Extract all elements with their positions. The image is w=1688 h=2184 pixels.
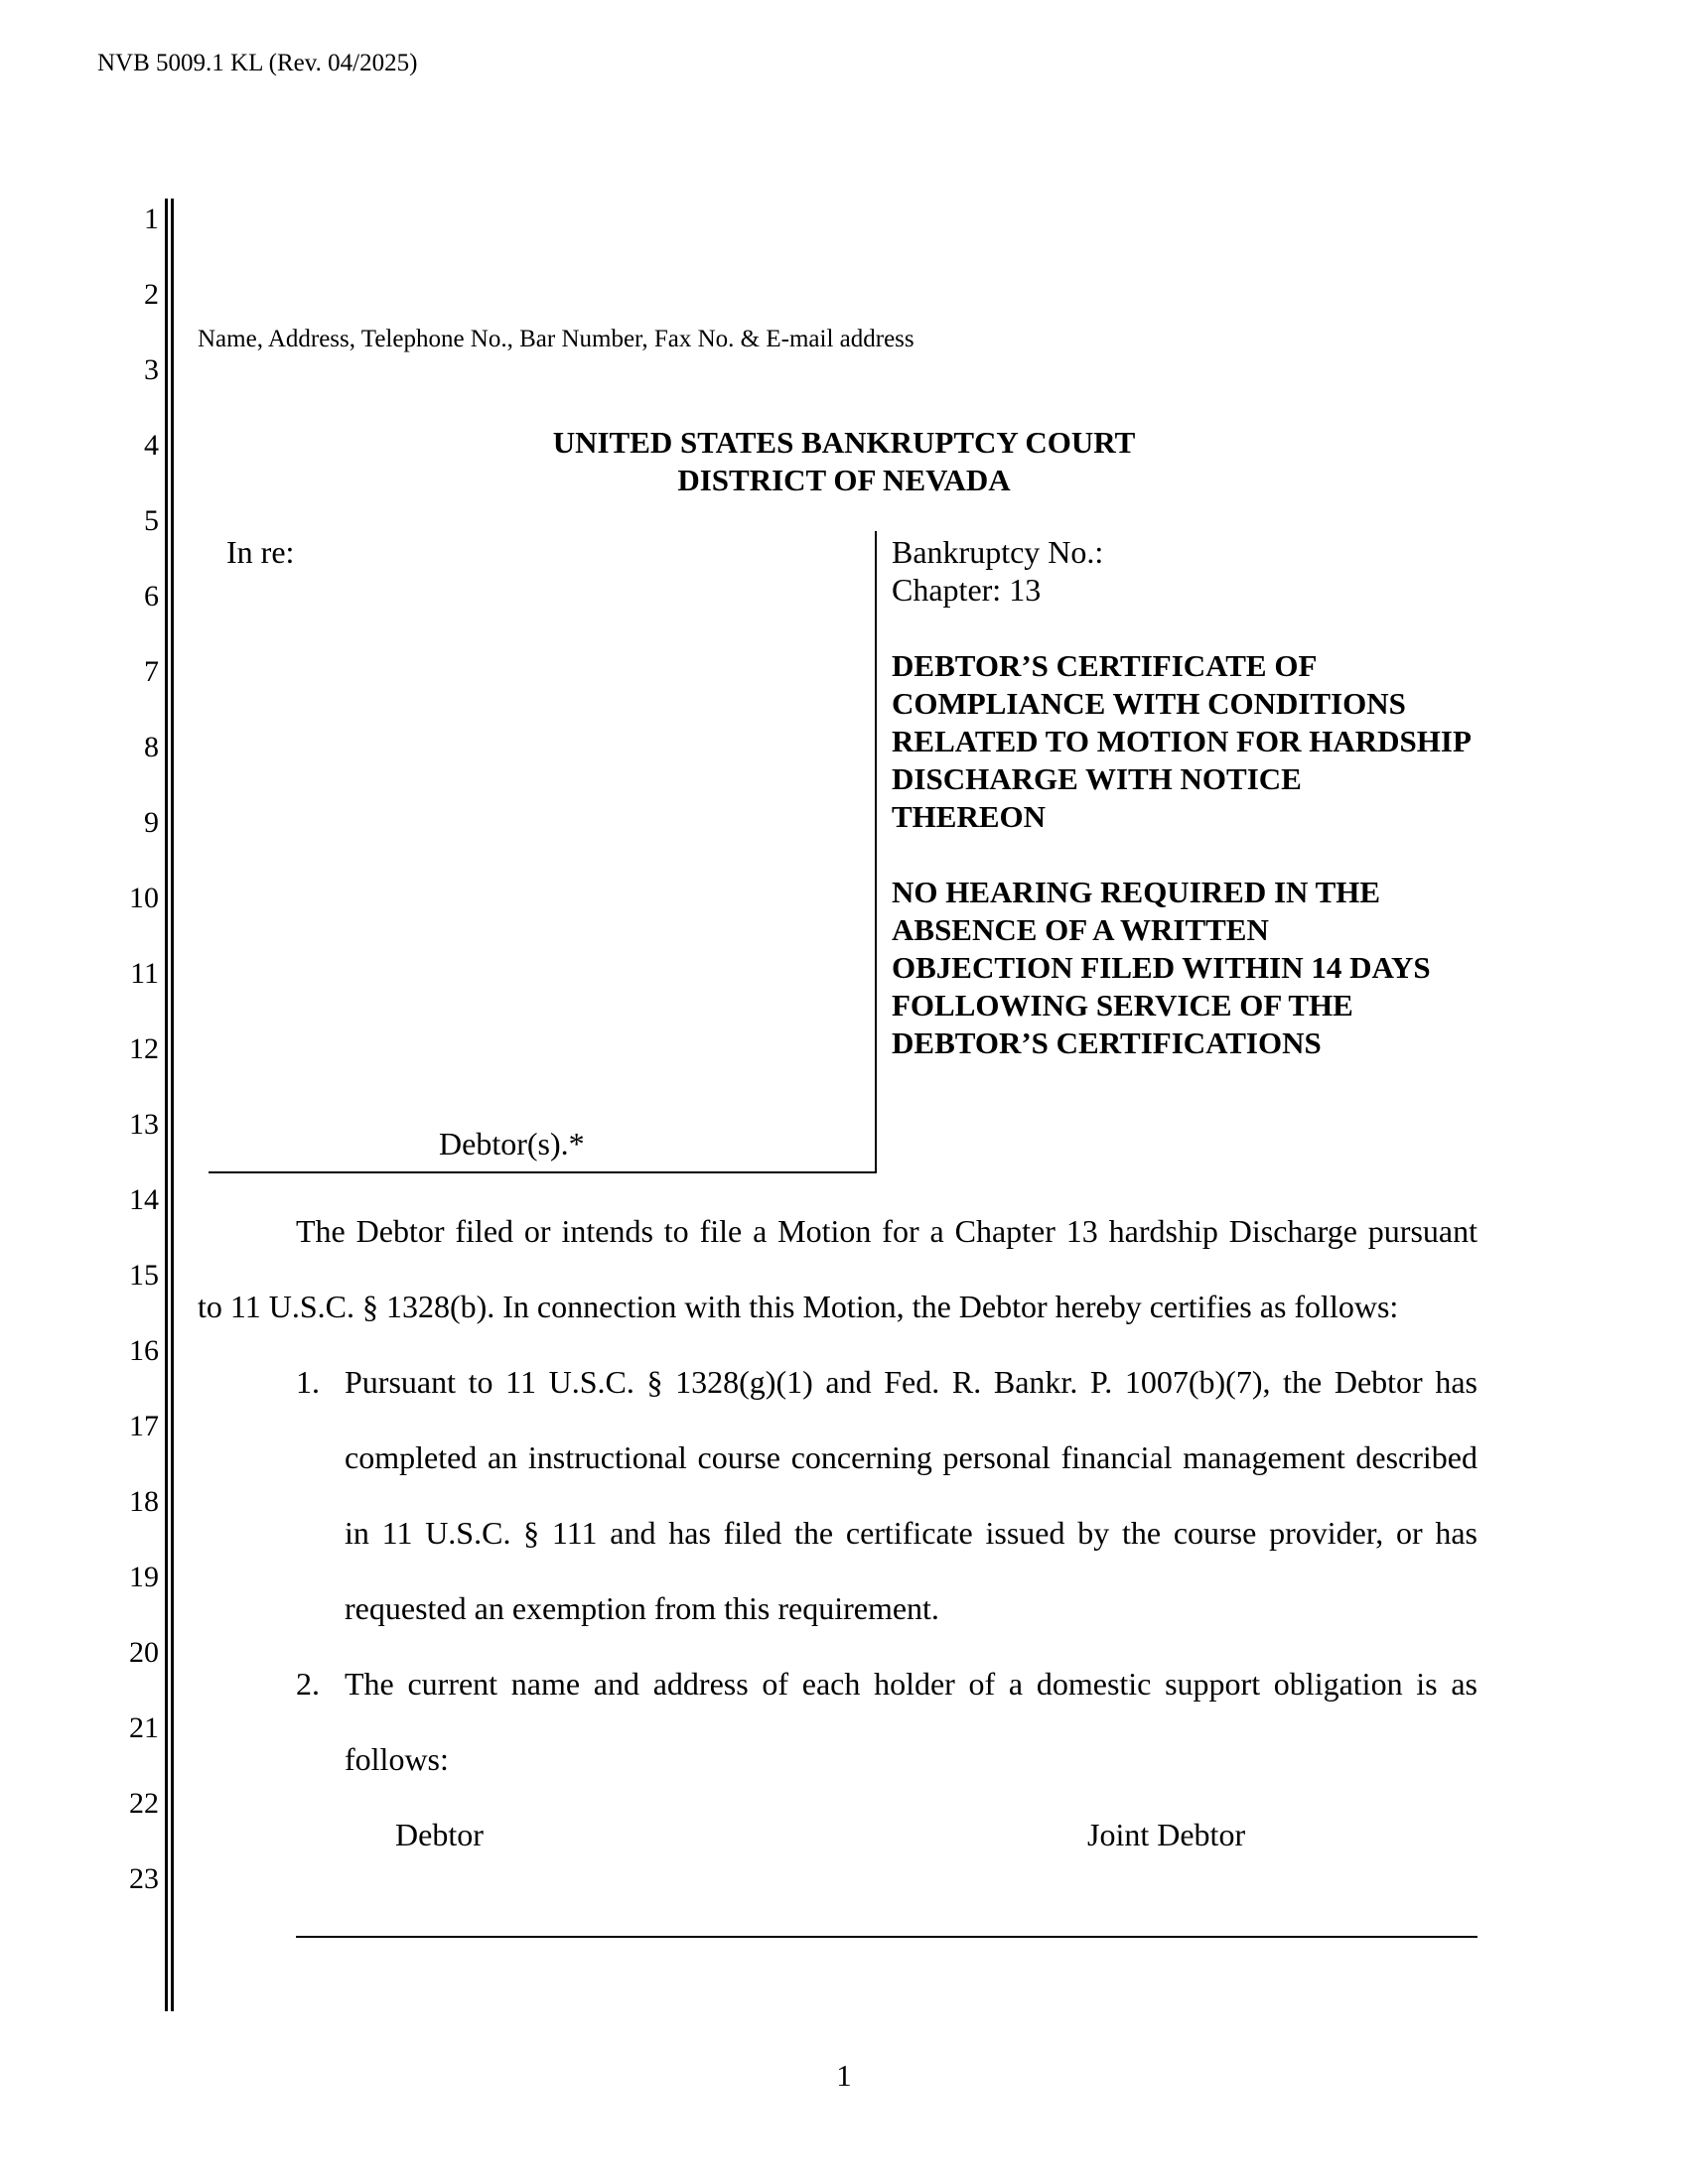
item-line: requested an exemption from this requirement. [345,1590,939,1626]
notice-line: DEBTOR’S CERTIFICATIONS [892,1025,1322,1060]
line-number: 11 [130,957,159,990]
document-title [892,647,1472,836]
notice-line: OBJECTION FILED WITHIN 14 DAYS [892,950,1431,985]
intro-line: to 11 U.S.C. § 1328(b). In connection with this Motion, the Debtor hereby certifies as follows: [198,1289,1399,1324]
title-line: RELATED TO MOTION FOR HARDSHIP [892,724,1472,758]
chapter-label: Chapter: 13 [892,572,1042,608]
item-marker: 2. [296,1666,320,1702]
line-number: 7 [144,655,159,688]
court-district: DISTRICT OF NEVADA [677,463,1011,497]
bankruptcy-number-label: Bankruptcy No.: [892,534,1104,570]
attorney-info: Name, Address, Telephone No., Bar Number, Fax No. & E-mail address [198,326,914,352]
debtor-column-label: Debtor [395,1817,484,1852]
item-marker: 1. [296,1364,320,1400]
line-number: 17 [129,1410,159,1442]
line-number: 5 [144,504,159,537]
title-line: DEBTOR’S CERTIFICATE OF [892,648,1318,683]
line-number: 9 [144,806,159,839]
line-number: 18 [129,1485,159,1518]
line-number: 2 [144,278,159,311]
joint-debtor-column-label: Joint Debtor [1087,1817,1246,1852]
caption-divider [875,531,877,1173]
notice-line: NO HEARING REQUIRED IN THE [892,875,1381,909]
line-number: 13 [129,1108,159,1141]
intro-line: The Debtor filed or intends to file a Motion for a Chapter 13 hardship Discharge pursuant [296,1213,1477,1249]
title-line: THEREON [892,799,1047,834]
line-number: 15 [129,1259,159,1292]
notice-line: ABSENCE OF A WRITTEN [892,912,1269,947]
line-number: 21 [129,1711,159,1744]
line-number: 16 [129,1334,159,1367]
court-name: UNITED STATES BANKRUPTCY COURT [552,425,1136,460]
line-number: 12 [129,1032,159,1065]
notice-line: FOLLOWING SERVICE OF THE [892,988,1353,1023]
page-number: 1 [836,2058,852,2093]
item-line: completed an instructional course concerning personal financial management described [345,1439,1477,1475]
debtor-label: Debtor(s).* [439,1126,585,1161]
signature-rule [296,1936,1477,1938]
hearing-notice [892,874,1431,1062]
item-line: The current name and address of each holder of a domestic support obligation is as [345,1666,1477,1702]
line-number: 6 [144,580,159,613]
line-number: 3 [144,353,159,386]
in-re-label: In re: [226,534,295,570]
line-number: 23 [129,1862,159,1895]
item-line: follows: [345,1741,449,1777]
line-number: 19 [129,1561,159,1593]
title-line: DISCHARGE WITH NOTICE [892,761,1302,796]
title-line: COMPLIANCE WITH CONDITIONS [892,686,1406,721]
item-line: in 11 U.S.C. § 111 and has filed the certificate issued by the course provider, or has [345,1515,1477,1551]
item-line: Pursuant to 11 U.S.C. § 1328(g)(1) and Fed. R. Bankr. P. 1007(b)(7), the Debtor has [345,1364,1477,1400]
form-id: NVB 5009.1 KL (Rev. 04/2025) [97,50,418,76]
line-number: 1 [144,203,159,235]
line-number: 20 [129,1636,159,1669]
line-number: 8 [144,731,159,763]
line-number: 10 [129,882,159,914]
caption-bottom-rule [209,1171,876,1173]
line-number: 4 [144,429,159,462]
line-number: 14 [129,1183,159,1216]
line-number: 22 [129,1787,159,1820]
